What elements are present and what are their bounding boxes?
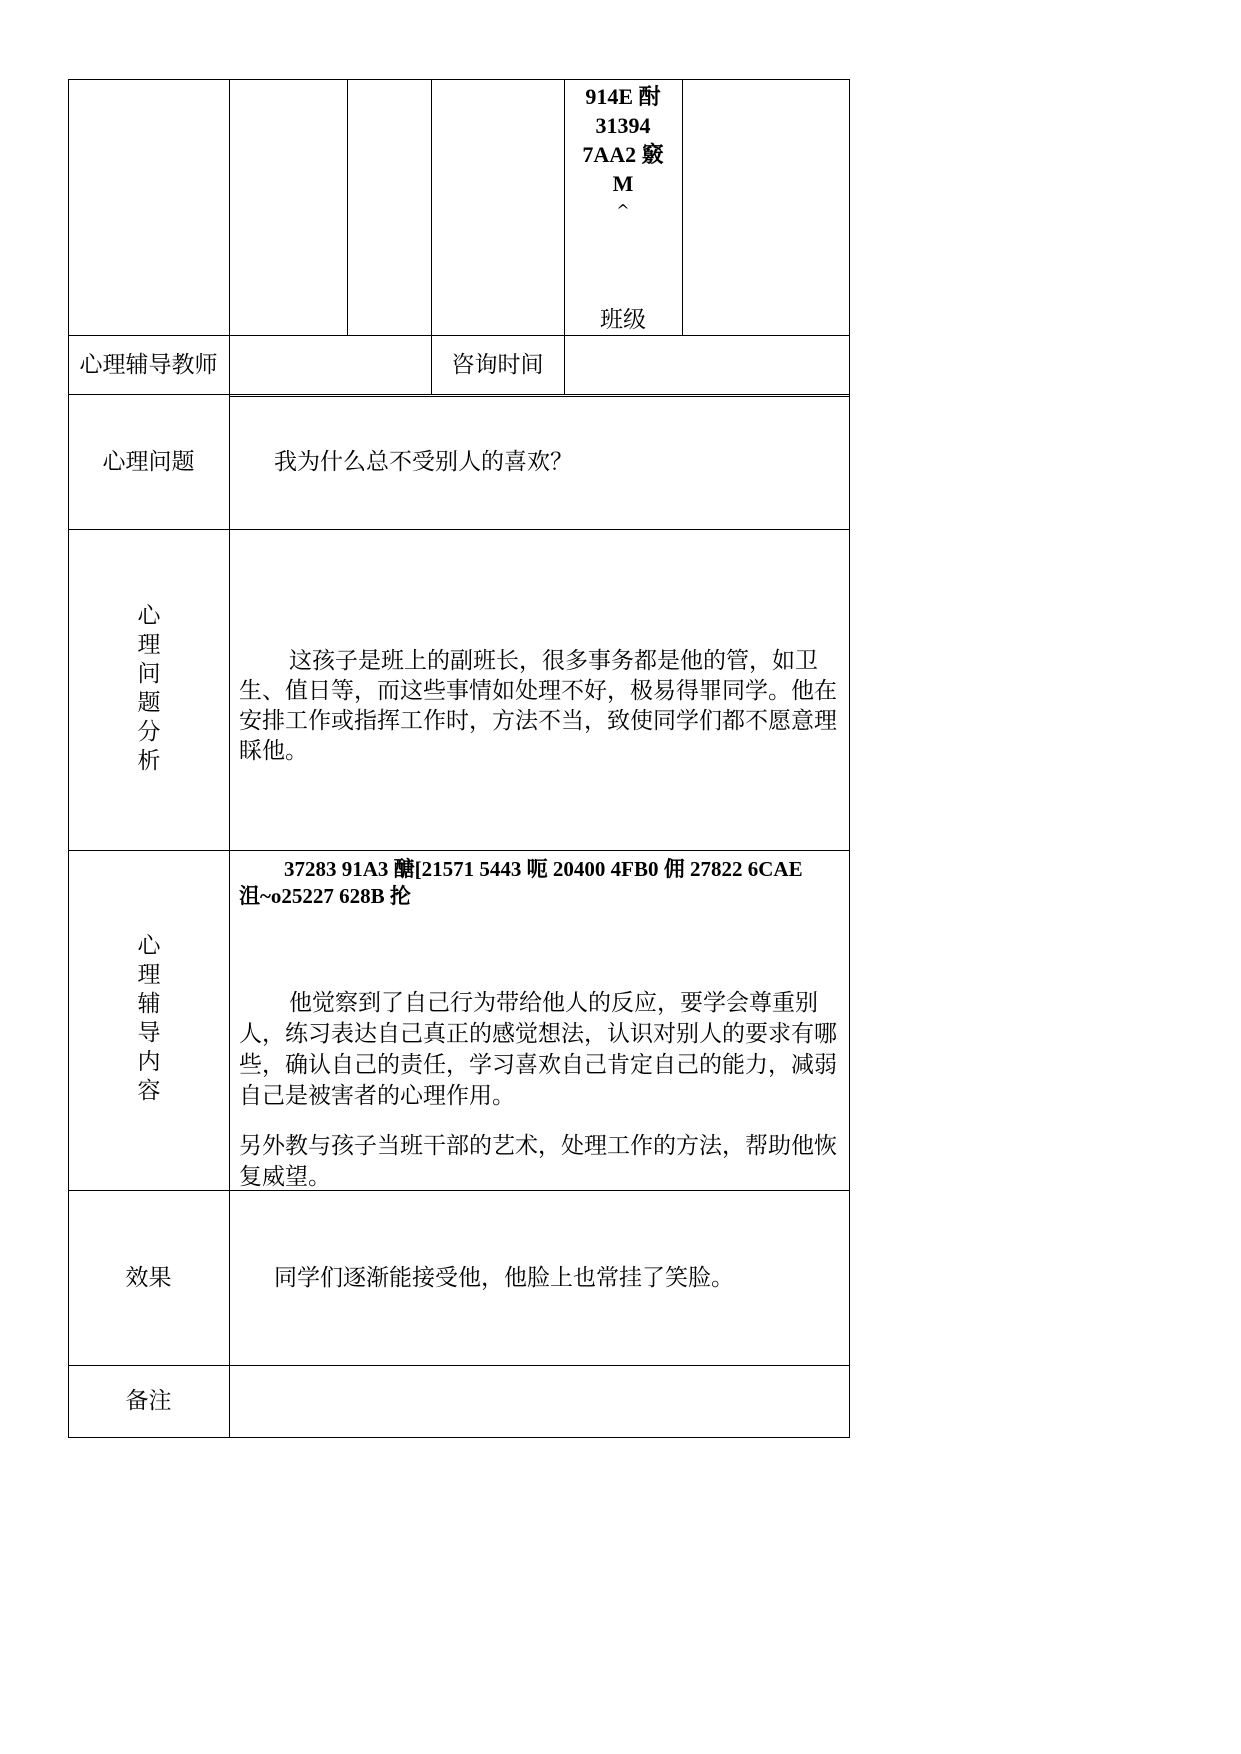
header-line-4: M — [612, 171, 634, 196]
table-border-left — [68, 79, 69, 1438]
problem-content: 我为什么总不受别人的喜欢？ — [274, 449, 573, 475]
header-line-1: 914E 酎 — [585, 84, 661, 109]
header-line-5: ^ — [616, 201, 630, 220]
col-divider-top-4 — [682, 79, 683, 335]
col-divider-main — [229, 79, 230, 1438]
table-border-right — [849, 79, 850, 1438]
row-divider-4 — [68, 850, 850, 851]
guidance-garbled-line-1: 37283 91A3 醣[21571 5443 呃 20400 4FB0 佣 27822 6CAE — [284, 857, 803, 881]
header-line-3: 7AA2 竅 — [582, 142, 664, 167]
header-line-2: 31394 — [595, 113, 651, 138]
table-border-bottom — [68, 1437, 850, 1438]
row-divider-2b — [229, 396, 850, 397]
teacher-label: 心理辅导教师 — [79, 352, 218, 378]
guidance-label: 心 理 辅 导 内 容 — [137, 933, 161, 1104]
row-divider-6 — [68, 1365, 850, 1366]
problem-label: 心理问题 — [102, 449, 195, 475]
consult-time-label: 咨询时间 — [451, 352, 544, 378]
row-divider-1 — [68, 335, 850, 336]
guidance-paragraph-1: 他觉察到了自己行为带给他人的反应，要学会尊重别人，练习表达自己真正的感觉想法，认识对别人的要求有哪些，确认自己的责任，学习喜欢自己肯定自己的能力，减弱自己是被害者的心理作用。 — [239, 990, 837, 1109]
row-divider-3 — [68, 529, 850, 530]
effect-content: 同学们逐渐能接受他，他脸上也常挂了笑脸。 — [274, 1265, 734, 1291]
remark-label: 备注 — [125, 1388, 172, 1414]
col-divider-top-1 — [347, 79, 348, 335]
table-border-top — [68, 79, 850, 80]
class-label: 班级 — [600, 307, 646, 333]
effect-label: 效果 — [125, 1265, 172, 1291]
analysis-label: 心 理 问 题 分 析 — [137, 603, 161, 774]
analysis-content: 这孩子是班上的副班长，很多事务都是他的管，如卫生、值日等，而这些事情如处理不好，极易得罪同学。他在安排工作或指挥工作时，方法不当，致使同学们都不愿意理睬他。 — [239, 648, 837, 764]
row-divider-2 — [68, 394, 850, 395]
guidance-paragraph-2: 另外教与孩子当班干部的艺术，处理工作的方法，帮助他恢复威望。 — [239, 1133, 837, 1190]
col-divider-top-2 — [431, 79, 432, 395]
guidance-garbled-line-2: 沮~o25227 628B 抡 — [239, 884, 411, 908]
